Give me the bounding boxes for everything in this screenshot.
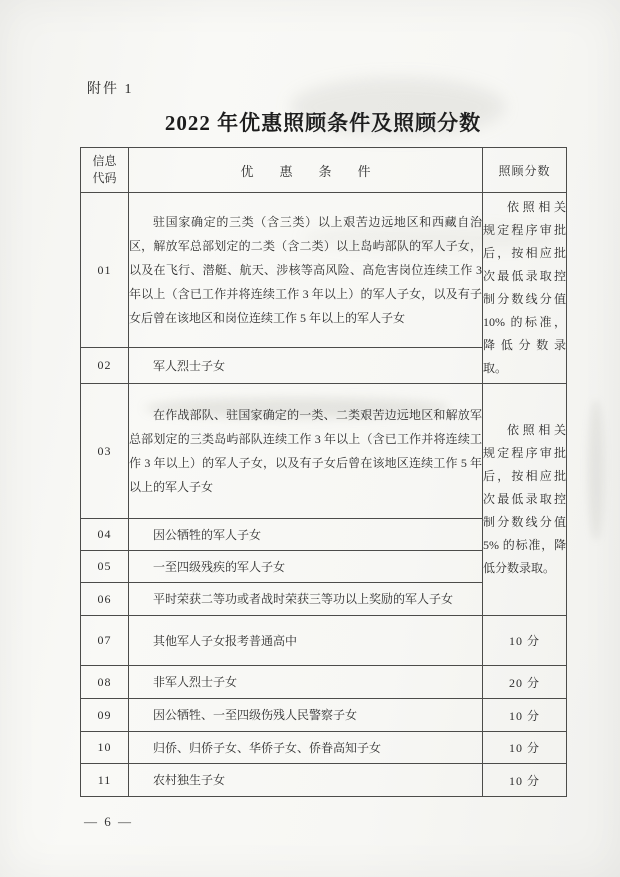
table-row <box>81 616 567 666</box>
condition-cell: 归侨、归侨子女、华侨子女、侨眷高知子女 <box>129 732 483 764</box>
page-title: 2022 年优惠照顾条件及照顾分数 <box>164 111 482 135</box>
condition-cell: 其他军人子女报考普通高中 <box>129 616 483 666</box>
page-number: — 6 — <box>84 814 133 829</box>
header-info-code-line1: 信息 <box>92 154 117 168</box>
header-info-code-line2: 代码 <box>92 171 117 185</box>
condition-cell: 平时荣获二等功或者战时荣获三等功以上奖励的军人子女 <box>129 583 483 616</box>
header-condition: 优 惠 条 件 <box>129 148 483 193</box>
code-cell: 10 <box>81 732 129 764</box>
header-score: 照顾分数 <box>483 148 567 193</box>
condition-cell: 农村独生子女 <box>129 764 483 797</box>
code-cell: 11 <box>81 764 129 797</box>
preference-score-table <box>80 147 567 797</box>
condition-cell: 在作战部队、驻国家确定的一类、二类艰苦边远地区和解放军总部划定的三类岛屿部队连续工作 3 年以上（含已工作并将连续工作 3 年以上）的军人子女，以及有子女后曾在该地区连续工作 5 年以上的军人子女 <box>129 384 483 519</box>
header-info-code <box>81 148 129 193</box>
code-cell: 09 <box>81 699 129 732</box>
code-cell: 03 <box>81 384 129 519</box>
table-header-row <box>81 148 567 193</box>
condition-cell: 一至四级残疾的军人子女 <box>129 551 483 583</box>
score-cell: 10 分 <box>483 732 567 764</box>
score-cell: 10 分 <box>483 699 567 732</box>
score-cell-merged-03-06: 依照相关规定程序审批后，按相应批次最低录取控制分数线分值 5% 的标准，降低分数录取。 <box>483 384 567 616</box>
condition-cell: 非军人烈士子女 <box>129 666 483 699</box>
code-cell: 05 <box>81 551 129 583</box>
table-row <box>81 764 567 797</box>
score-cell: 10 分 <box>483 616 567 666</box>
table-row <box>81 193 567 348</box>
code-cell: 06 <box>81 583 129 616</box>
score-cell: 10 分 <box>483 764 567 797</box>
code-cell: 02 <box>81 348 129 384</box>
condition-cell: 因公牺牲的军人子女 <box>129 519 483 551</box>
table-row <box>81 666 567 699</box>
code-cell: 04 <box>81 519 129 551</box>
table-row <box>81 699 567 732</box>
score-cell: 20 分 <box>483 666 567 699</box>
condition-cell: 驻国家确定的三类（含三类）以上艰苦边远地区和西藏自治区，解放军总部划定的二类（含二类）以上岛屿部队的军人子女，以及在飞行、潜艇、航天、涉核等高风险、高危害岗位连续工作 3 年以上（含已工作并将连续工作 3 年以上）的军人子女，以及有子女后曾在该地区和岗位连续工作 5 年以上的军人子女 <box>129 193 483 348</box>
condition-cell: 因公牺牲、一至四级伤残人民警察子女 <box>129 699 483 732</box>
attachment-label: 附件 1 <box>87 82 134 97</box>
table-row <box>81 732 567 764</box>
score-cell-merged-01-02: 依照相关规定程序审批后，按相应批次最低录取控制分数线分值 10% 的标准，降低分数录取。 <box>483 193 567 384</box>
scan-smudge <box>588 400 604 540</box>
code-cell: 07 <box>81 616 129 666</box>
condition-cell: 军人烈士子女 <box>129 348 483 384</box>
table-row <box>81 384 567 519</box>
code-cell: 01 <box>81 193 129 348</box>
code-cell: 08 <box>81 666 129 699</box>
